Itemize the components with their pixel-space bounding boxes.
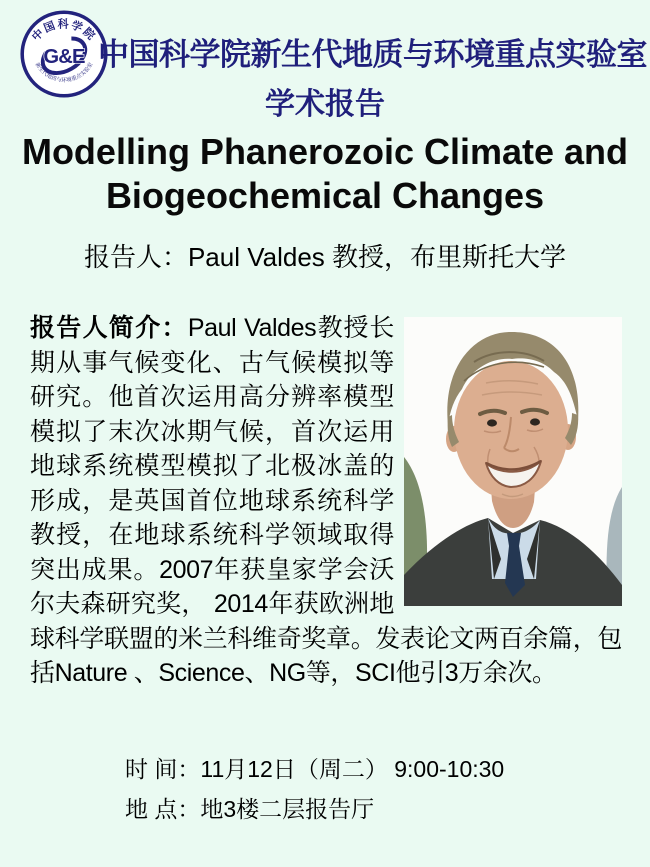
portrait-image — [404, 317, 622, 606]
speaker-photo — [404, 317, 622, 606]
lecture-title — [0, 130, 650, 218]
bio-text: Paul Valdes教授长期从事气候变化、古气候模拟等研究。他首次运用高分辨率模型模拟了末次冰期气候，首次运用地球系统模型模拟了北极冰盖的形成，是英国首位地球系统科学教授，在地球系统科学领域取得突出成果。2007年获皇家学会沃尔夫森研究奖， 2014年获欧洲地球科学联盟的米兰科维奇奖章。发表论文两百余篇，包括Nature 、Science、NG等，SCI他引3万余次。 — [30, 314, 622, 687]
event-info — [125, 750, 504, 829]
time-value: 11月12日（周二） 9:00-10:30 — [200, 756, 505, 782]
organization-title: 中国科学院新生代地质与环境重点实验室 — [98, 37, 647, 72]
event-place-row — [125, 790, 504, 830]
bio-label: 报告人简介： — [30, 314, 188, 342]
time-label: 时 间： — [125, 756, 201, 782]
lecture-title-line1: Modelling Phanerozoic Climate and — [21, 131, 629, 172]
lecture-title-line2: Biogeochemical Changes — [105, 175, 545, 216]
event-time-row — [125, 750, 504, 790]
poster-subtitle: 学术报告 — [265, 88, 385, 121]
seal-ge-letters: G&E — [43, 45, 85, 68]
place-label: 地 点： — [125, 795, 201, 822]
place-value: 地3楼二层报告厅 — [200, 795, 375, 822]
seal-bottom-text: 新生代地质与环境重点实验室 — [33, 61, 95, 84]
speaker-bio — [30, 311, 622, 691]
speaker-line: 报告人：Paul Valdes 教授，布里斯托大学 — [83, 242, 567, 272]
seal-top-text: 中国科学院 — [30, 18, 98, 44]
